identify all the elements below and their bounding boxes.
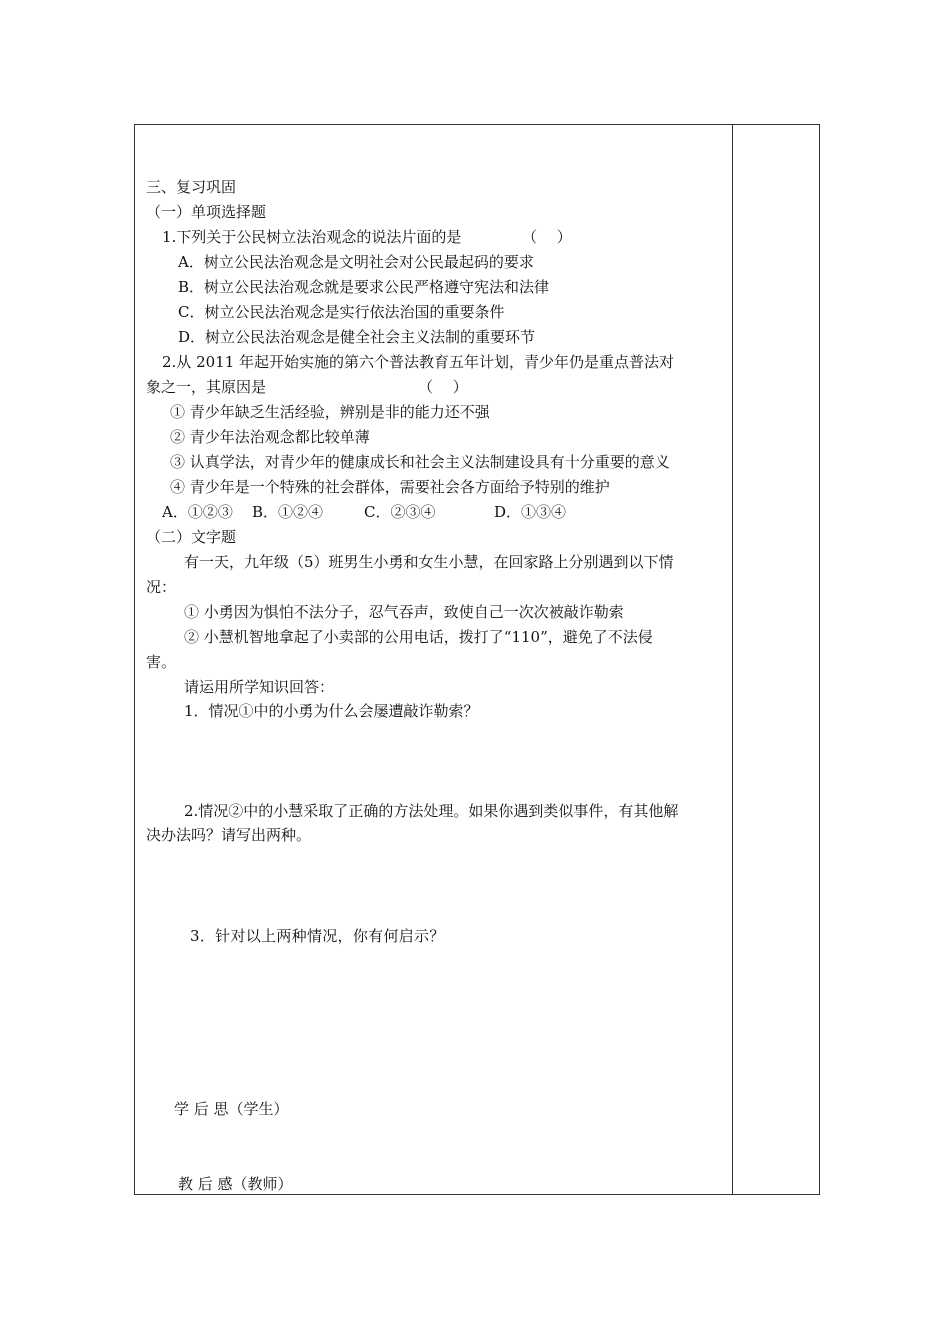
side-notes-cell bbox=[733, 125, 819, 1194]
passage-line1: 有一天，九年级（5）班男生小勇和女生小慧，在回家路上分别遇到以下情 bbox=[184, 553, 674, 571]
q2-stem-line2: 象之一，其原因是 bbox=[146, 378, 267, 396]
part1-title: （一）单项选择题 bbox=[146, 203, 267, 221]
question-2-line1: 2.情况②中的小慧采取了正确的方法处理。如果你遇到类似事件，有其他解 bbox=[184, 802, 679, 820]
section-title: 三、复习巩固 bbox=[146, 178, 237, 196]
q2-statement-4: ④ 青少年是一个特殊的社会群体，需要社会各方面给予特别的维护 bbox=[170, 478, 610, 496]
question-1: 1．情况①中的小勇为什么会屡遭敲诈勒索？ bbox=[184, 702, 479, 720]
reflection-student: 学 后 思（学生） bbox=[174, 1100, 289, 1118]
q2-choice-b: B．①②④ bbox=[252, 503, 324, 521]
q2-stem-line1: 2.从 2011 年起开始实施的第六个普法教育五年计划，青少年仍是重点普法对 bbox=[162, 353, 675, 371]
q2-choice-a: A．①②③ bbox=[162, 503, 233, 521]
q1-option-c: C．树立公民法治观念是实行依法治国的重要条件 bbox=[178, 303, 505, 321]
passage-case1: ① 小勇因为惧怕不法分子，忍气吞声，致使自己一次次被敲诈勒索 bbox=[184, 603, 624, 621]
q1-option-d: D．树立公民法治观念是健全社会主义法制的重要环节 bbox=[178, 328, 536, 346]
q1-stem: 1.下列关于公民树立法治观念的说法片面的是 bbox=[162, 228, 462, 246]
main-content-cell bbox=[135, 125, 732, 1194]
q2-statement-3: ③ 认真学法，对青少年的健康成长和社会主义法制建设具有十分重要的意义 bbox=[170, 453, 670, 471]
q1-bracket: （ ） bbox=[522, 228, 572, 246]
q2-bracket: （ ） bbox=[418, 378, 468, 396]
part2-title: （二）文字题 bbox=[146, 528, 237, 546]
passage-case2-line1: ② 小慧机智地拿起了小卖部的公用电话，拨打了“110”，避免了不法侵 bbox=[184, 628, 653, 646]
reflection-teacher: 教 后 感（教师） bbox=[178, 1175, 293, 1193]
q2-statement-2: ② 青少年法治观念都比较单薄 bbox=[170, 428, 370, 446]
q1-option-b: B．树立公民法治观念就是要求公民严格遵守宪法和法律 bbox=[178, 278, 550, 296]
q2-statement-1: ① 青少年缺乏生活经验，辨别是非的能力还不强 bbox=[170, 403, 490, 421]
question-2-line2: 决办法吗？请写出两种。 bbox=[146, 826, 312, 844]
passage-case2-line2: 害。 bbox=[146, 653, 177, 671]
passage-prompt: 请运用所学知识回答： bbox=[184, 678, 335, 696]
worksheet-table bbox=[134, 124, 820, 1195]
passage-line2: 况： bbox=[146, 578, 177, 596]
question-3: 3．针对以上两种情况，你有何启示？ bbox=[190, 927, 445, 945]
q1-option-a: A．树立公民法治观念是文明社会对公民最起码的要求 bbox=[178, 253, 534, 271]
q2-choice-d: D．①③④ bbox=[494, 503, 567, 521]
q2-choice-c: C．②③④ bbox=[364, 503, 436, 521]
